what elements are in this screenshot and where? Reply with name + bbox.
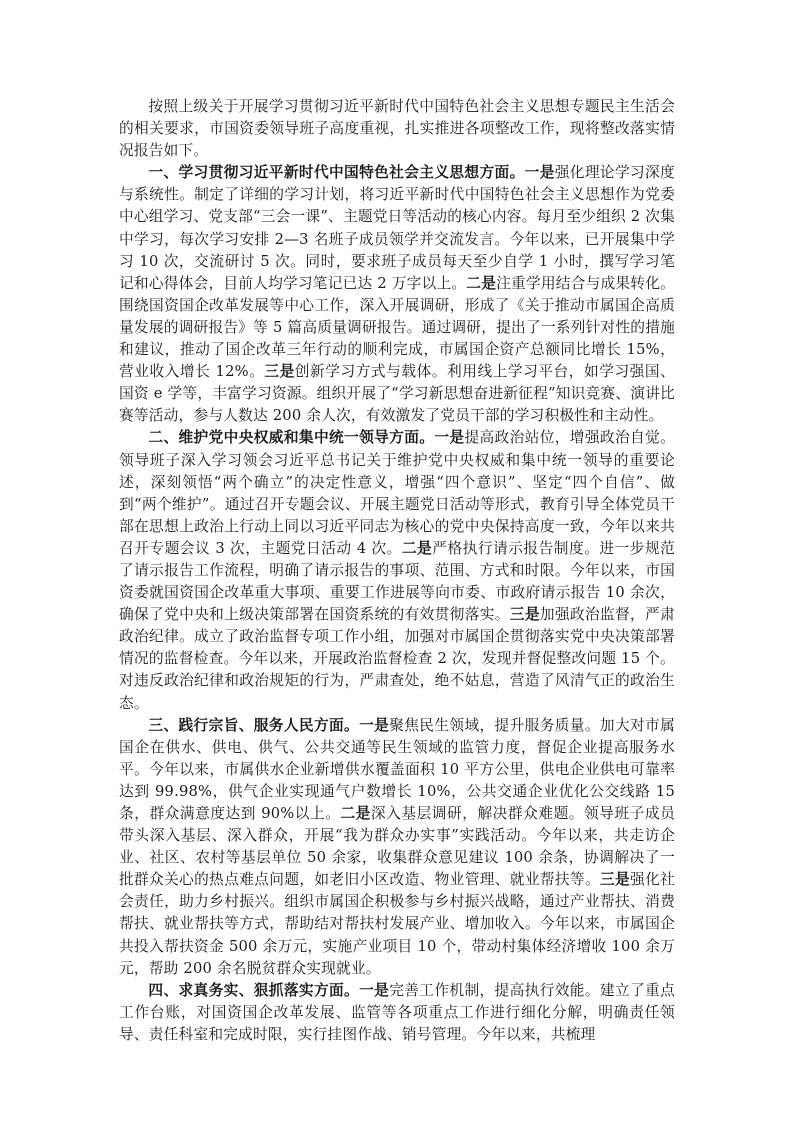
item-text: 创新学习方式与载体。利用线上学习平台，如学习强国、国资 e 学等，丰富学习资源。组织开展了“学习新思想奋进新征程”知识竞赛、演讲比赛等活动，参与人数达 200 余人次，有效激发了党员干部的学习积极性和主动性。: [119, 363, 675, 425]
intro-paragraph: 按照上级关于开展学习贯彻习近平新时代中国特色社会主义思想专题民主生活会的相关要求，市国资委领导班子高度重视，扎实推进各项整改工作，现将整改落实情况报告如下。: [119, 98, 675, 160]
item-label: 三是: [264, 363, 295, 381]
item-text: 聚焦民生领域，提升服务质量。加大对市属国企在供水、供电、供气、公共交通等民生领域的监管力度，督促企业提高服务水平。今年以来，市属供水企业新增供水覆盖面积 10 平方公里，供电企业供电可靠率达到 99.98%，供气企业实现通气户数增长 10%，公共交通企业优化公交线路 15 条，群众满意度达到 90%以上。: [119, 716, 675, 822]
item-text: 注重学用结合与成果转化。围绕国资国企改革发展等中心工作，深入开展调研，形成了《关于推动市属国企高质量发展的调研报告》等 5 篇高质量调研报告。通过调研，提出了一系列针对性的措施和建议，推动了国企改革三年行动的顺利完成，市属国企资产总额同比增长 15%，营业收入增长 12%。: [119, 274, 675, 381]
item-text: 提高政治站位，增强政治自觉。领导班子深入学习领会习近平总书记关于维护党中央权威和集中统一领导的重要论述，深刻领悟“两个确立”的决定性意义，增强“四个意识”、坚定“四个自信”、做到“两个维护”。通过召开专题会议、开展主题党日活动等形式，教育引导全体党员干部在思想上政治上行动上同以习近平同志为核心的党中央保持高度一致，今年以来共召开专题会议 3 次，主题党日活动 4 次。: [119, 429, 675, 557]
item-text: 完善工作机制，提高执行效能。建立了重点工作台账，对国资国企改革发展、监管等各项重点工作进行细化分解，明确责任领导、责任科室和完成时限，实行挂图作战、销号管理。今年以来，共梳理: [119, 981, 675, 1043]
item-text: 严格执行请示报告制度。进一步规范了请示报告工作流程，明确了请示报告的事项、范围、方式和时限。今年以来，市国资委就国资国企改革重大事项、重要工作进展等向市委、市政府请示报告 10 余次，确保了党中央和上级决策部署在国资系统的有效贯彻落实。: [119, 539, 676, 624]
item-text: 加强政治监督，严肃政治纪律。成立了政治监督专项工作小组，加强对市属国企贯彻落实党中央决策部署情况的监督检查。今年以来，开展政治监督检查 2 次，发现并督促整改问题 15 个。对违反政治纪律和政治规矩的行为，严肃查处，绝不姑息，营造了风清气正的政治生态。: [119, 606, 675, 712]
section-heading: 二、维护党中央权威和集中统一领导方面。: [148, 429, 435, 447]
item-label: 二是: [401, 539, 433, 557]
section-heading: 三、践行宗旨、服务人民方面。: [148, 716, 360, 734]
item-label: 一是: [359, 716, 390, 734]
item-label: 一是: [434, 429, 465, 447]
item-label: 二是: [340, 805, 371, 822]
section-heading: 四、求真务实、狠抓落实方面。: [148, 981, 360, 999]
section-heading: 一、学习贯彻习近平新时代中国特色社会主义思想方面。: [148, 164, 525, 182]
item-text: 强化社会责任，助力乡村振兴。组织市属国企积极参与乡村振兴战略，通过产业帮扶、消费帮扶、就业帮扶等方式，帮助结对帮扶村发展产业、增加收入。今年以来，市属国企共投入帮扶资金 500 余万元，实施产业项目 10 个，带动村集体经济增收 100 余万元，帮助 200 余名脱贫群众实现就业。: [119, 871, 675, 977]
item-label: 一是: [524, 164, 555, 182]
item-text: 深入基层调研，解决群众难题。领导班子成员带头深入基层、深入群众，开展“我为群众办实事”实践活动。今年以来，共走访企业、社区、农村等基层单位 50 余家，收集群众意见建议 100 余条，协调解决了一批群众关心的热点难点问题，如老旧小区改造、物业管理、就业帮扶等。: [119, 805, 676, 889]
item-label: 三是: [599, 871, 631, 889]
item-label: 一是: [359, 981, 390, 999]
section-3-paragraph: [119, 715, 675, 980]
item-label: 二是: [466, 274, 497, 292]
item-label: 三是: [509, 606, 540, 624]
section-1-paragraph: [119, 162, 675, 427]
section-4-paragraph: [119, 980, 675, 1046]
item-text: 强化理论学习深度与系统性。制定了详细的学习计划，将习近平新时代中国特色社会主义思想作为党委中心组学习、党支部“三会一课”、主题党日等活动的核心内容。每月至少组织 2 次集中学习，每次学习安排 2—3 名班子成员领学并交流发言。今年以来，已开展集中学习 10 次，交流研讨 5 次。同时，要求班子成员每天至少自学 1 小时，撰写学习笔记和心得体会，目前人均学习笔记已达 2 万字以上。: [119, 164, 675, 292]
section-2-paragraph: [119, 427, 675, 714]
